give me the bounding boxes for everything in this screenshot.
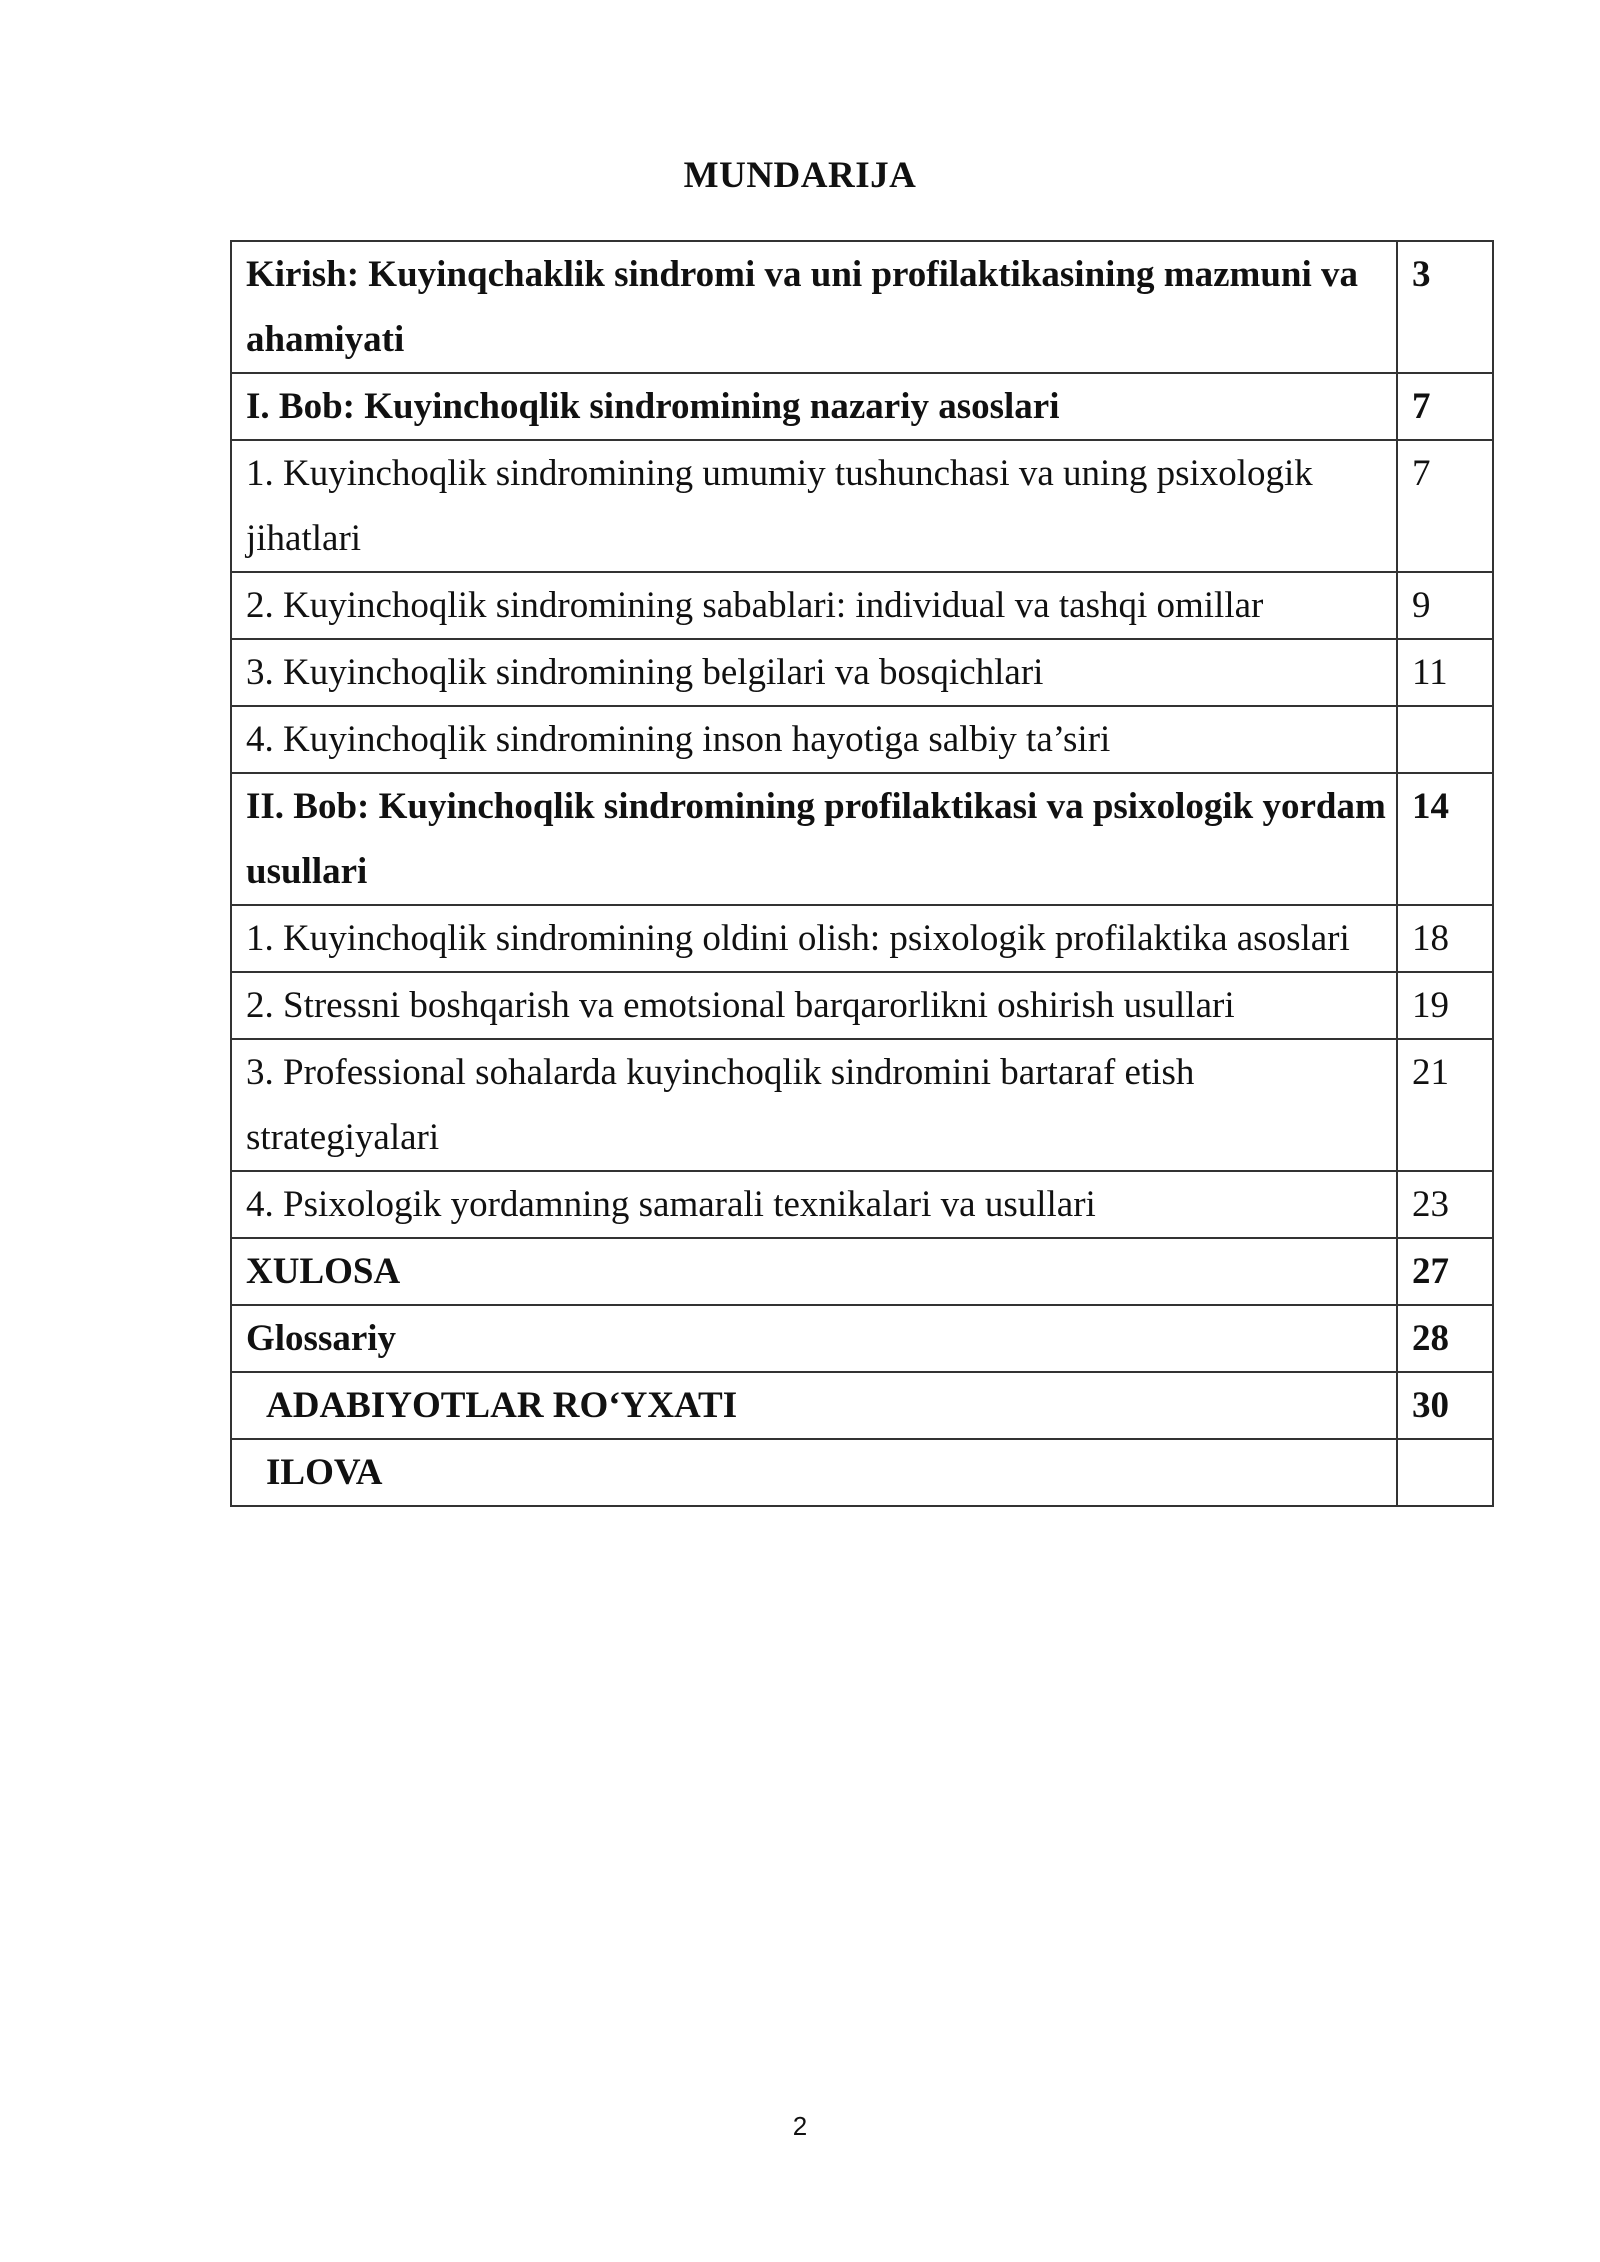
toc-entry: I. Bob: Kuyinchoqlik sindromining nazariy asoslari	[231, 373, 1397, 440]
toc-page-number	[1397, 1439, 1493, 1506]
document-title: MUNDARIJA	[683, 155, 917, 196]
toc-entry: Kirish: Kuyinqchaklik sindromi va uni profilaktikasining mazmuni va ahamiyati	[231, 241, 1397, 373]
toc-page-number: 23	[1397, 1171, 1493, 1238]
toc-page-number: 7	[1397, 440, 1493, 572]
toc-entry: 4. Psixologik yordamning samarali texnikalari va usullari	[231, 1171, 1397, 1238]
toc-page-number	[1397, 706, 1493, 773]
toc-row	[231, 639, 1493, 706]
toc-row	[231, 905, 1493, 972]
toc-row	[231, 440, 1493, 572]
table-of-contents	[230, 240, 1494, 1507]
toc-page-number: 3	[1397, 241, 1493, 373]
toc-entry: ADABIYOTLAR RO‘YXATI	[231, 1372, 1397, 1439]
toc-entry: II. Bob: Kuyinchoqlik sindromining profilaktikasi va psixologik yordam usullari	[231, 773, 1397, 905]
toc-row	[231, 241, 1493, 373]
toc-entry: 4. Kuyinchoqlik sindromining inson hayotiga salbiy ta’siri	[231, 706, 1397, 773]
page-number: 2	[792, 2111, 808, 2141]
toc-page-number: 19	[1397, 972, 1493, 1039]
toc-entry: 1. Kuyinchoqlik sindromining oldini olish: psixologik profilaktika asoslari	[231, 905, 1397, 972]
toc-row	[231, 1171, 1493, 1238]
toc-page-number: 27	[1397, 1238, 1493, 1305]
toc-row	[231, 1439, 1493, 1506]
toc-page-number: 18	[1397, 905, 1493, 972]
toc-row	[231, 373, 1493, 440]
toc-entry: 3. Kuyinchoqlik sindromining belgilari va bosqichlari	[231, 639, 1397, 706]
toc-page-number: 30	[1397, 1372, 1493, 1439]
toc-row	[231, 1372, 1493, 1439]
toc-entry: Glossariy	[231, 1305, 1397, 1372]
toc-entry: 1. Kuyinchoqlik sindromining umumiy tushunchasi va uning psixologik jihatlari	[231, 440, 1397, 572]
toc-entry: ILOVA	[231, 1439, 1397, 1506]
toc-entry: 2. Stressni boshqarish va emotsional barqarorlikni oshirish usullari	[231, 972, 1397, 1039]
toc-row	[231, 572, 1493, 639]
toc-row	[231, 1039, 1493, 1171]
toc-page-number: 7	[1397, 373, 1493, 440]
toc-row	[231, 706, 1493, 773]
toc-row	[231, 1238, 1493, 1305]
toc-entry: 2. Kuyinchoqlik sindromining sabablari: individual va tashqi omillar	[231, 572, 1397, 639]
toc-page-number: 11	[1397, 639, 1493, 706]
toc-entry: XULOSA	[231, 1238, 1397, 1305]
toc-page-number: 9	[1397, 572, 1493, 639]
toc-row	[231, 1305, 1493, 1372]
toc-row	[231, 972, 1493, 1039]
toc-row	[231, 773, 1493, 905]
toc-entry: 3. Professional sohalarda kuyinchoqlik sindromini bartaraf etish strategiyalari	[231, 1039, 1397, 1171]
toc-page-number: 21	[1397, 1039, 1493, 1171]
toc-page-number: 14	[1397, 773, 1493, 905]
toc-page-number: 28	[1397, 1305, 1493, 1372]
